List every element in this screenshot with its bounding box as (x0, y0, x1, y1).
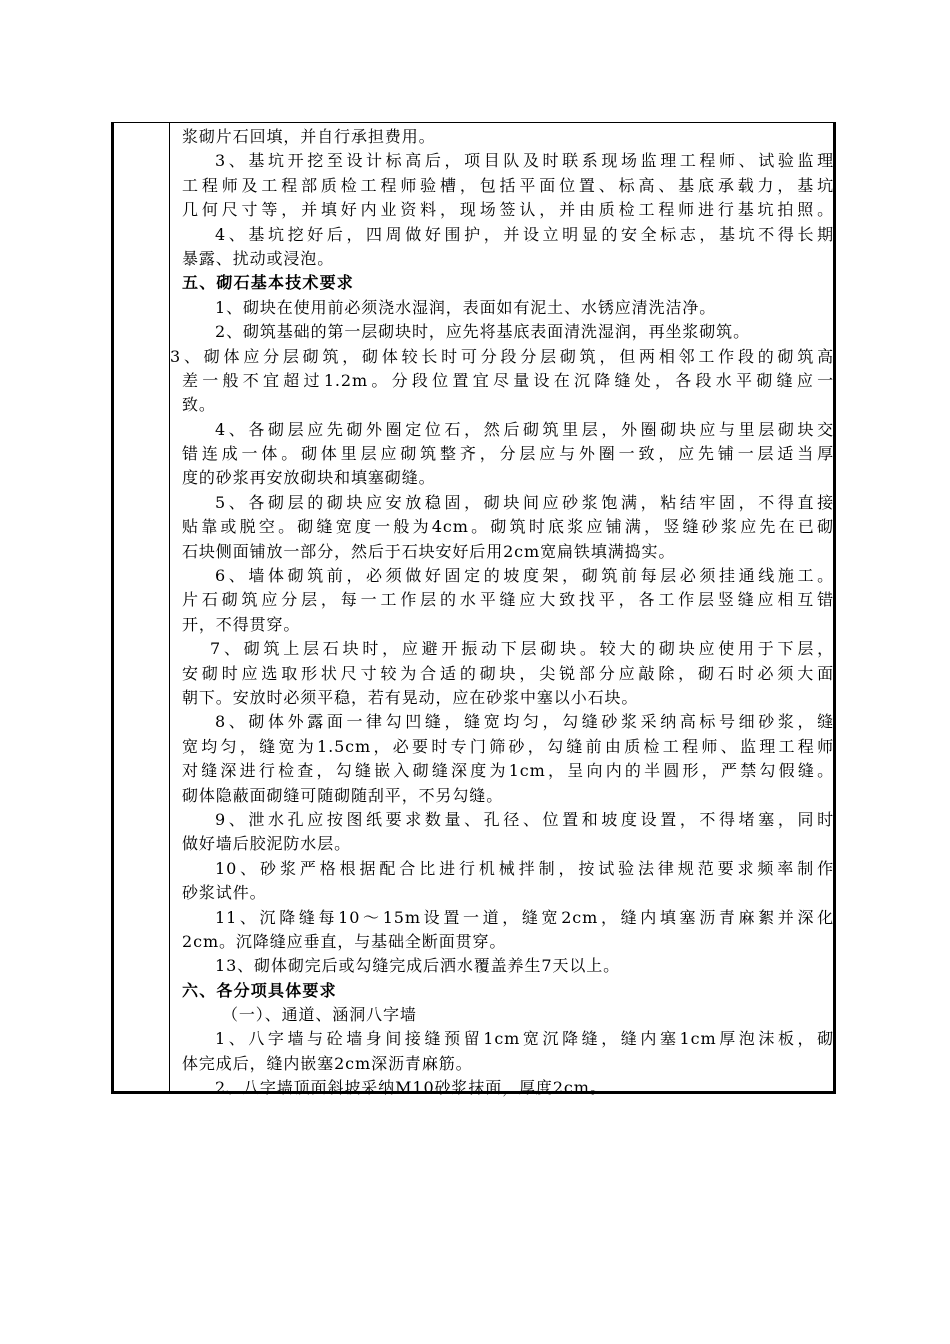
text-line: 对缝深进行检查，勾缝嵌入砌缝深度为1cm，呈向内的半圆形，严禁勾假缝。 (182, 761, 834, 781)
text-line: 1、八字墙与砼墙身间接缝预留1cm宽沉降缝，缝内塞1cm厚泡沫板，砌 (215, 1029, 834, 1049)
content-cell (170, 125, 834, 1101)
text-line: 6、墙体砌筑前，必须做好固定的坡度架，砌筑前每层必须挂通线施工。 (215, 566, 834, 586)
text-line: 4、基坑挖好后，四周做好围护，并设立明显的安全标志，基坑不得长期 (215, 224, 834, 244)
subsection-heading: （一）、通道、涵洞八字墙 (222, 1005, 417, 1025)
document-table (111, 122, 836, 1098)
text-line: 致。 (182, 395, 216, 415)
section-heading: 六、各分项具体要求 (182, 980, 337, 1000)
text-line: 工程师及工程部质检工程师验槽，包括平面位置、标高、基底承载力，基坑 (182, 175, 834, 195)
text-line: 砌体隐蔽面砌缝可随砌随刮平，不另勾缝。 (182, 785, 504, 805)
text-line: 8、砌体外露面一律勾凹缝，缝宽均匀，勾缝砂浆采纳高标号细砂浆，缝 (215, 712, 834, 732)
text-line: 石块侧面铺放一部分，然后于石块安好后用2cm宽扁铁填满捣实。 (182, 541, 676, 561)
text-line: 片石砌筑应分层，每一工作层的水平缝应大致找平，各工作层竖缝应相互错 (182, 590, 834, 610)
text-line: 体完成后，缝内嵌塞2cm深沥青麻筋。 (182, 1053, 473, 1073)
text-line: 10、砂浆严格根据配合比进行机械拌制，按试验法律规范要求频率制作 (215, 858, 834, 878)
text-line: 13、砌体砌完后或勾缝完成后洒水覆盖养生7天以上。 (215, 956, 621, 976)
text-line: 贴靠或脱空。砌缝宽度一般为4cm。砌筑时底浆应铺满，竖缝砂浆应先在已砌 (182, 517, 834, 537)
text-line: 2、八字墙顶面斜坡采纳M10砂浆抹面，厚度2cm。 (215, 1078, 607, 1098)
section-heading: 五、砌石基本技术要求 (182, 273, 355, 293)
text-line: 7、砌筑上层石块时，应避开振动下层砌块。较大的砌块应使用于下层， (210, 639, 834, 659)
text-line: 3、砌体应分层砌筑，砌体较长时可分段分层砌筑，但两相邻工作段的砌筑高 (170, 346, 834, 366)
left-column-cell (114, 123, 170, 1091)
text-line: 宽均匀，缝宽为1.5cm，必要时专门筛砂，勾缝前由质检工程师、监理工程师 (182, 736, 834, 756)
text-line: 2、砌筑基础的第一层砌块时，应先将基底表面清洗湿润，再坐浆砌筑。 (215, 322, 750, 342)
text-line: 5、各砌层的砌块应安放稳固，砌块间应砂浆饱满，粘结牢固，不得直接 (215, 492, 834, 512)
text-line: 浆砌片石回填，并自行承担费用。 (182, 127, 436, 146)
text-line: 差一般不宜超过1.2m。分段位置宜尽量设在沉降缝处，各段水平砌缝应一 (182, 370, 834, 390)
text-line: 错连成一体。砌体里层应砌筑整齐，分层应与外圈一致，应先铺一层适当厚 (182, 444, 834, 464)
text-line: 几何尺寸等，并填好内业资料，现场签认，并由质检工程师进行基坑拍照。 (182, 200, 834, 220)
text-line: 砂浆试件。 (182, 883, 267, 903)
text-line: 1、砌块在使用前必须浇水湿润，表面如有泥土、水锈应清洗洁净。 (215, 297, 717, 317)
text-line: 9、泄水孔应按图纸要求数量、孔径、位置和坡度设置，不得堵塞，同时 (215, 809, 834, 829)
text-line: 做好墙后胶泥防水层。 (182, 834, 352, 854)
text-line: 暴露、扰动或浸泡。 (182, 248, 335, 268)
text-line: 11、沉降缝每10～15m设置一道，缝宽2cm，缝内填塞沥青麻絮并深化 (215, 907, 834, 927)
text-line: 朝下。安放时必须平稳，若有晃动，应在砂浆中塞以小石块。 (182, 687, 639, 707)
text-line: 安砌时应选取形状尺寸较为合适的砌块，尖锐部分应敲除，砌石时必须大面 (182, 663, 834, 683)
text-line: 2cm。沉降缝应垂直，与基础全断面贯穿。 (182, 931, 507, 951)
text-line: 4、各砌层应先砌外圈定位石，然后砌筑里层，外圈砌块应与里层砌块交 (215, 419, 834, 439)
text-line: 度的砂浆再安放砌块和填塞砌缝。 (182, 468, 436, 488)
text-line: 开，不得贯穿。 (182, 614, 301, 634)
text-line: 3、基坑开挖至设计标高后，项目队及时联系现场监理工程师、试验监理 (215, 151, 834, 171)
